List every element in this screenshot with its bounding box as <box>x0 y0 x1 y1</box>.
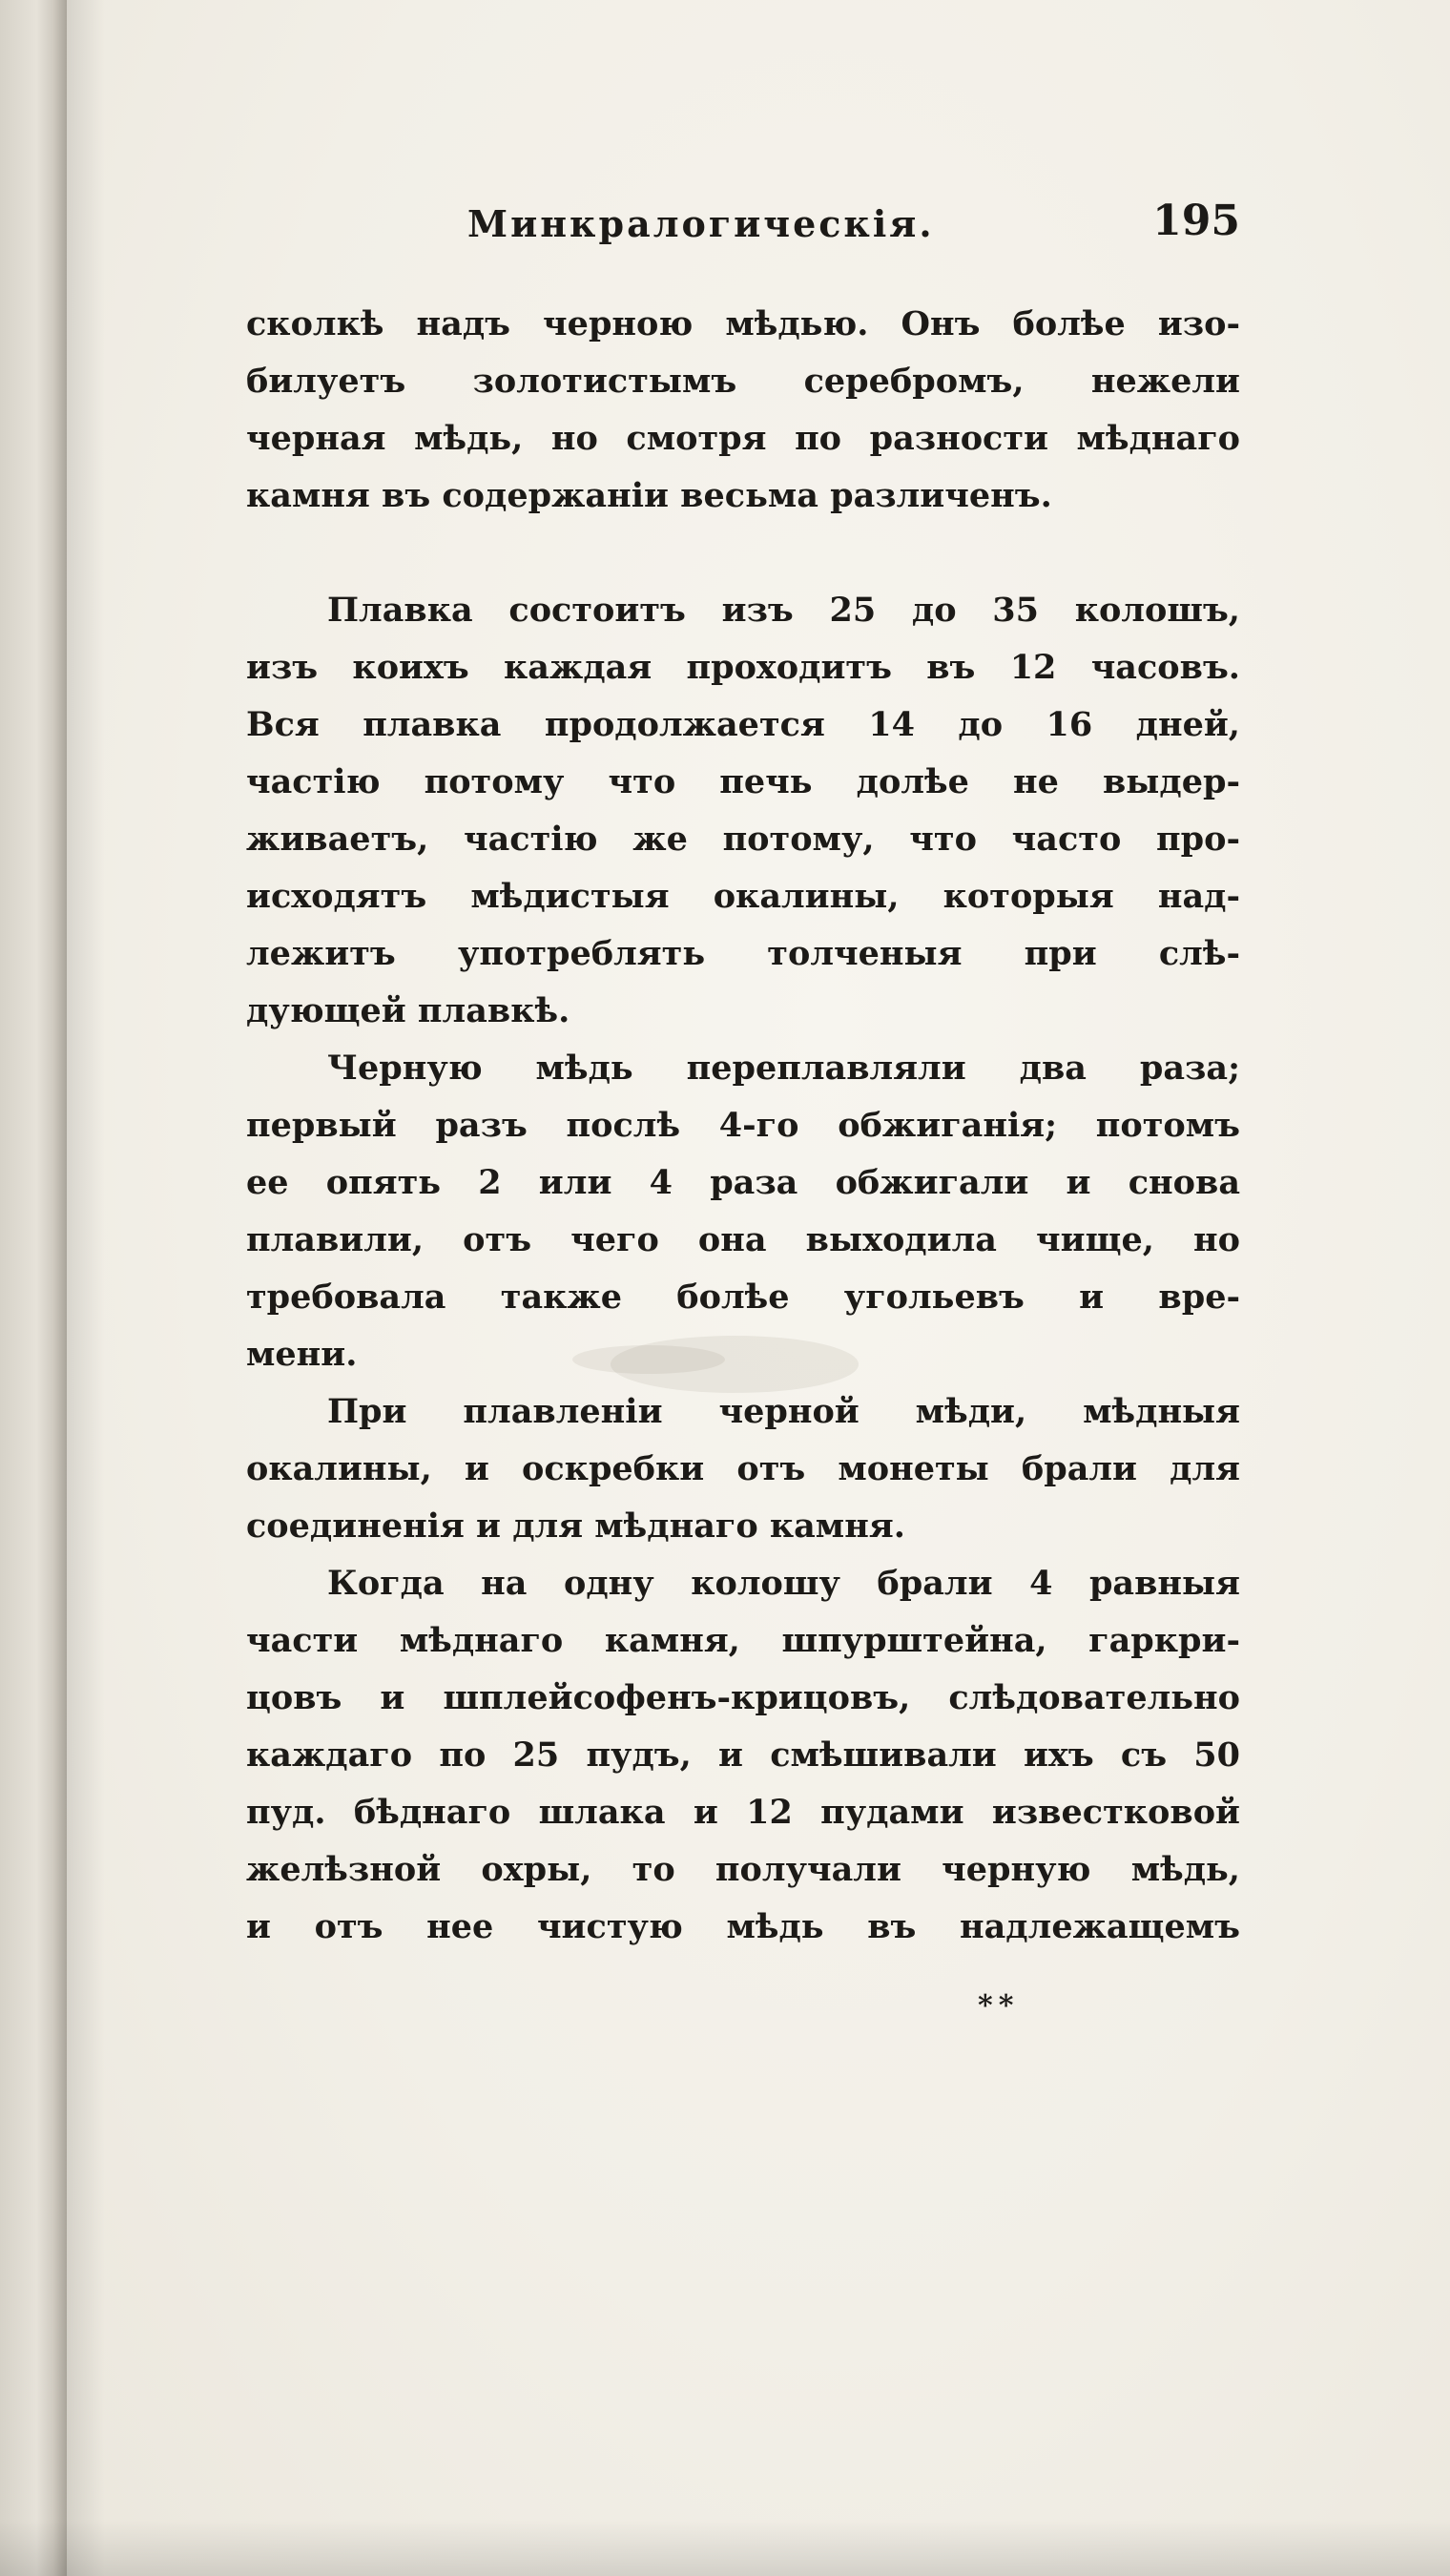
text-line: соединенія и для мѣднаго камня. <box>246 1506 905 1546</box>
signature-mark: ** <box>978 1989 1020 2023</box>
text-line: ее опять 2 или 4 раза обжигали и снова <box>246 1163 1240 1202</box>
text-line: черная мѣдь, но смотря по разности мѣднаго <box>246 419 1240 458</box>
text-line: дующей плавкѣ. <box>246 991 570 1030</box>
text-line: живаетъ, частію же потому, что часто про- <box>246 820 1240 859</box>
text-line: частію потому что печь долѣе не выдер- <box>246 762 1240 801</box>
text-line: желѣзной охры, то получали черную мѣдь, <box>246 1850 1240 1889</box>
paragraph-first-line: Черную мѣдь переплавляли два раза; <box>327 1049 1240 1088</box>
text-line: окалины, и оскребки отъ монеты брали для <box>246 1449 1240 1488</box>
text-line: цовъ и шплейсофенъ-крицовъ, слѣдовательно <box>246 1678 1240 1717</box>
text-line: требовала также болѣе угольевъ и вре- <box>246 1278 1240 1317</box>
text-line: сколкѣ надъ черною мѣдью. Онъ болѣе изо- <box>246 304 1240 343</box>
text-line: лежитъ употреблять толченыя при слѣ- <box>246 934 1240 973</box>
text-line: части мѣднаго камня, шпурштейна, гаркри- <box>246 1621 1240 1660</box>
paragraph-first-line: Плавка состоитъ изъ 25 до 35 колошъ, <box>327 591 1240 630</box>
page-number: 195 <box>1152 197 1240 245</box>
page-header <box>248 197 1240 260</box>
text-line: Вся плавка продолжается 14 до 16 дней, <box>246 705 1240 744</box>
text-line: билуетъ золотистымъ серебромъ, нежели <box>246 362 1240 401</box>
body-text <box>246 296 1240 1956</box>
text-line: плавили, отъ чего она выходила чище, но <box>246 1220 1240 1259</box>
text-line: каждаго по 25 пудъ, и смѣшивали ихъ съ 50 <box>246 1735 1240 1775</box>
gutter-shadow <box>67 0 105 2576</box>
paragraph-first-line: При плавленіи черной мѣди, мѣдныя <box>327 1392 1240 1431</box>
text-line: изъ коихъ каждая проходитъ въ 12 часовъ. <box>246 648 1240 687</box>
running-head: Минкралогическія. <box>467 202 935 245</box>
book-binding-edge <box>0 0 67 2576</box>
text-line: и отъ нее чистую мѣдь въ надлежащемъ <box>246 1907 1240 1946</box>
text-line: первый разъ послѣ 4-го обжиганія; потомъ <box>246 1106 1240 1145</box>
text-line: камня въ содержаніи весьма различенъ. <box>246 476 1052 515</box>
page-bottom-shadow <box>0 2519 1450 2576</box>
text-line: пуд. бѣднаго шлака и 12 пудами известковой <box>246 1793 1240 1832</box>
paragraph-first-line: Когда на одну колошу брали 4 равныя <box>327 1564 1240 1603</box>
text-line: мени. <box>246 1335 358 1374</box>
text-line: исходятъ мѣдистыя окалины, которыя над- <box>246 877 1240 916</box>
